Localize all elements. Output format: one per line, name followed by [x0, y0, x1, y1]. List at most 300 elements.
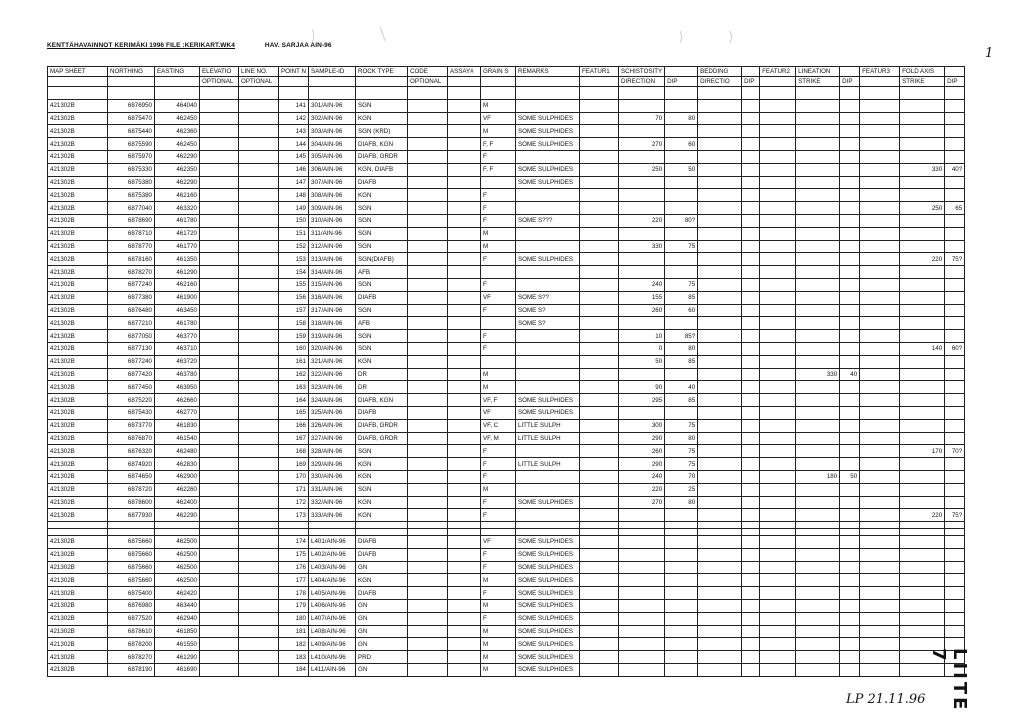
table-cell — [580, 445, 619, 458]
table-cell — [698, 125, 742, 138]
table-cell — [760, 355, 796, 368]
table-cell: 421302B — [48, 458, 108, 471]
table-cell: 462160 — [155, 189, 200, 202]
table-cell — [698, 536, 742, 549]
table-cell — [448, 214, 481, 227]
table-cell — [239, 368, 279, 381]
table-cell: SGN — [356, 342, 408, 355]
table-cell — [448, 87, 481, 100]
table-cell: REMARKS — [516, 67, 580, 77]
table-cell: 464040 — [155, 99, 200, 112]
table-cell — [698, 458, 742, 471]
table-cell: SOME SULPHIDES — [516, 536, 580, 549]
table-cell — [796, 574, 840, 587]
table-cell — [945, 240, 965, 253]
table-row — [48, 330, 965, 343]
table-cell — [239, 266, 279, 279]
table-cell — [108, 522, 155, 529]
table-row — [48, 561, 965, 574]
table-cell — [860, 638, 900, 651]
table-cell — [200, 240, 239, 253]
table-cell — [742, 112, 760, 125]
table-cell — [200, 176, 239, 189]
table-cell — [239, 112, 279, 125]
table-cell — [239, 304, 279, 317]
table-cell — [698, 202, 742, 215]
table-cell — [900, 419, 945, 432]
table-cell — [200, 394, 239, 407]
table-cell: SGN — [356, 483, 408, 496]
table-row — [48, 600, 965, 613]
table-cell — [580, 406, 619, 419]
table-cell — [408, 278, 448, 291]
table-cell: F — [481, 496, 516, 509]
table-cell — [742, 189, 760, 202]
table-cell — [580, 291, 619, 304]
table-cell — [796, 612, 840, 625]
table-cell: 310/AIN-96 — [309, 214, 356, 227]
table-cell — [580, 278, 619, 291]
table-cell — [860, 574, 900, 587]
table-cell — [200, 304, 239, 317]
table-cell — [698, 483, 742, 496]
table-cell: 295 — [619, 394, 665, 407]
table-cell — [698, 394, 742, 407]
table-cell — [356, 522, 408, 529]
table-cell: 462500 — [155, 561, 200, 574]
table-cell: 462830 — [155, 458, 200, 471]
table-cell — [200, 266, 239, 279]
table-cell — [860, 587, 900, 600]
table-cell — [619, 638, 665, 651]
table-cell: M — [481, 483, 516, 496]
table-cell — [239, 561, 279, 574]
table-cell: 6878770 — [108, 240, 155, 253]
table-cell — [580, 548, 619, 561]
table-cell: F — [481, 445, 516, 458]
table-cell: 178 — [279, 587, 309, 600]
table-cell: F — [481, 509, 516, 522]
table-cell — [796, 355, 840, 368]
table-cell — [900, 304, 945, 317]
table-cell — [516, 470, 580, 483]
table-cell — [408, 483, 448, 496]
table-cell — [448, 99, 481, 112]
table-cell: 421302B — [48, 304, 108, 317]
table-cell: 170 — [279, 470, 309, 483]
table-cell — [840, 355, 860, 368]
table-cell — [200, 587, 239, 600]
table-cell: 461540 — [155, 432, 200, 445]
table-cell — [239, 214, 279, 227]
table-cell: F — [481, 150, 516, 163]
table-cell — [945, 291, 965, 304]
table-cell — [900, 240, 945, 253]
table-cell: SOME S??? — [516, 214, 580, 227]
table-cell: SOME SULPHIDES — [516, 496, 580, 509]
table-row — [48, 612, 965, 625]
table-cell — [900, 574, 945, 587]
table-cell: 6877380 — [108, 291, 155, 304]
table-cell — [698, 509, 742, 522]
table-cell: 6875220 — [108, 394, 155, 407]
table-cell — [200, 214, 239, 227]
table-cell — [481, 176, 516, 189]
table-cell — [760, 368, 796, 381]
table-cell: 290 — [619, 432, 665, 445]
table-cell — [200, 278, 239, 291]
table-cell — [698, 227, 742, 240]
table-cell: 302/AIN-96 — [309, 112, 356, 125]
table-row — [48, 138, 965, 151]
table-cell — [900, 125, 945, 138]
table-cell — [796, 240, 840, 253]
table-cell: 60 — [665, 138, 698, 151]
table-cell: 317/AIN-96 — [309, 304, 356, 317]
table-cell — [200, 291, 239, 304]
table-cell — [481, 522, 516, 529]
table-cell — [580, 432, 619, 445]
table-cell: SOME SULPHIDES — [516, 664, 580, 677]
table-cell — [840, 496, 860, 509]
table-cell — [580, 227, 619, 240]
table-cell: 70 — [665, 470, 698, 483]
table-cell: F — [481, 253, 516, 266]
table-cell — [580, 458, 619, 471]
table-cell — [408, 150, 448, 163]
table-cell — [698, 253, 742, 266]
table-cell: 141 — [279, 99, 309, 112]
table-cell: 6876950 — [108, 99, 155, 112]
table-cell — [200, 227, 239, 240]
table-cell: 463710 — [155, 342, 200, 355]
table-cell: SOME SULPHIDES — [516, 600, 580, 613]
table-cell: 463720 — [155, 355, 200, 368]
table-cell: STRIKE — [900, 77, 945, 87]
table-cell — [900, 176, 945, 189]
table-cell: 313/AIN-96 — [309, 253, 356, 266]
table-cell — [742, 278, 760, 291]
table-cell — [200, 664, 239, 677]
table-cell: 6877520 — [108, 612, 155, 625]
table-cell: 6878190 — [108, 664, 155, 677]
table-cell — [742, 266, 760, 279]
table-cell — [200, 509, 239, 522]
table-cell — [742, 470, 760, 483]
table-cell — [698, 470, 742, 483]
table-cell — [408, 638, 448, 651]
table-cell: 421302B — [48, 189, 108, 202]
table-cell — [840, 214, 860, 227]
table-cell — [742, 240, 760, 253]
table-cell — [580, 240, 619, 253]
table-cell — [698, 99, 742, 112]
table-cell: 421302B — [48, 112, 108, 125]
table-cell: 6877130 — [108, 342, 155, 355]
table-cell — [516, 278, 580, 291]
table-cell — [481, 77, 516, 87]
table-cell — [619, 625, 665, 638]
table-cell — [900, 189, 945, 202]
table-cell — [860, 561, 900, 574]
table-cell — [200, 458, 239, 471]
table-cell: 330 — [796, 368, 840, 381]
table-cell: 326/AIN-96 — [309, 419, 356, 432]
table-cell: EASTING — [155, 67, 200, 77]
table-cell: L403/AIN-96 — [309, 561, 356, 574]
table-cell — [448, 138, 481, 151]
table-cell — [155, 87, 200, 100]
table-cell — [760, 138, 796, 151]
table-cell — [481, 87, 516, 100]
table-cell — [448, 112, 481, 125]
table-cell — [200, 651, 239, 664]
table-cell — [900, 150, 945, 163]
table-cell — [580, 638, 619, 651]
table-cell — [760, 99, 796, 112]
table-cell — [239, 99, 279, 112]
table-cell: SOME SULPHIDES — [516, 125, 580, 138]
table-cell: 65 — [945, 202, 965, 215]
table-cell: 333/AIN-96 — [309, 509, 356, 522]
table-cell — [698, 529, 742, 536]
table-cell: 421302B — [48, 587, 108, 600]
table-cell: 6875660 — [108, 536, 155, 549]
table-cell: GN — [356, 664, 408, 677]
table-cell — [840, 406, 860, 419]
table-cell: 421302B — [48, 574, 108, 587]
table-cell — [760, 87, 796, 100]
table-cell: 312/AIN-96 — [309, 240, 356, 253]
table-row — [48, 651, 965, 664]
table-cell: 421302B — [48, 291, 108, 304]
table-cell: DIAFB — [356, 587, 408, 600]
table-cell: 463780 — [155, 368, 200, 381]
table-cell: 330 — [900, 163, 945, 176]
table-cell — [481, 317, 516, 330]
table-cell: SCHISTOSITY — [619, 67, 665, 77]
table-cell — [516, 342, 580, 355]
table-cell — [796, 138, 840, 151]
table-cell — [698, 612, 742, 625]
table-cell — [580, 587, 619, 600]
table-cell — [665, 150, 698, 163]
table-row — [48, 470, 965, 483]
table-cell — [448, 291, 481, 304]
table-cell: KGN — [356, 470, 408, 483]
table-cell — [665, 67, 698, 77]
table-cell: 270 — [619, 496, 665, 509]
table-cell: 153 — [279, 253, 309, 266]
table-cell — [448, 304, 481, 317]
table-cell: 6875380 — [108, 189, 155, 202]
table-cell: 330 — [619, 240, 665, 253]
table-cell — [840, 163, 860, 176]
table-cell: L409/AIN-96 — [309, 638, 356, 651]
table-cell — [698, 406, 742, 419]
table-cell — [945, 189, 965, 202]
table-cell — [408, 317, 448, 330]
table-cell: L408/AIN-96 — [309, 625, 356, 638]
table-cell — [619, 529, 665, 536]
table-cell — [408, 536, 448, 549]
table-cell: FEATUR1 — [580, 67, 619, 77]
table-cell — [239, 381, 279, 394]
table-cell — [860, 125, 900, 138]
table-cell — [408, 522, 448, 529]
table-row — [48, 291, 965, 304]
table-cell: L401/AIN-96 — [309, 536, 356, 549]
table-cell — [760, 202, 796, 215]
table-cell — [580, 342, 619, 355]
table-row — [48, 394, 965, 407]
table-cell — [665, 266, 698, 279]
table-cell: SOME SULPHIDES — [516, 406, 580, 419]
table-cell: 75 — [665, 458, 698, 471]
table-cell: GN — [356, 625, 408, 638]
table-cell — [840, 419, 860, 432]
table-cell — [580, 470, 619, 483]
table-row — [48, 266, 965, 279]
table-cell — [239, 138, 279, 151]
table-cell — [860, 240, 900, 253]
table-cell — [619, 99, 665, 112]
table-cell — [840, 253, 860, 266]
table-cell — [580, 163, 619, 176]
table-cell: 6874650 — [108, 470, 155, 483]
table-cell — [48, 87, 108, 100]
table-cell: 75 — [665, 445, 698, 458]
table-cell — [742, 432, 760, 445]
table-cell — [516, 266, 580, 279]
table-cell — [860, 432, 900, 445]
table-cell — [580, 355, 619, 368]
table-cell — [742, 574, 760, 587]
table-cell — [760, 483, 796, 496]
table-cell — [742, 394, 760, 407]
table-cell: GRAIN S — [481, 67, 516, 77]
table-cell: 156 — [279, 291, 309, 304]
table-cell — [239, 291, 279, 304]
table-cell — [840, 651, 860, 664]
table-cell — [760, 600, 796, 613]
table-cell: 463770 — [155, 330, 200, 343]
table-cell — [760, 406, 796, 419]
table-cell: OPTIONAL — [200, 77, 239, 87]
page-number: 1 — [985, 46, 994, 61]
table-cell — [200, 138, 239, 151]
table-cell — [309, 522, 356, 529]
table-cell — [200, 99, 239, 112]
table-cell — [945, 330, 965, 343]
table-cell: GN — [356, 600, 408, 613]
table-cell: DIRECTION — [619, 77, 665, 87]
table-cell — [239, 529, 279, 536]
table-cell — [742, 587, 760, 600]
table-cell — [742, 458, 760, 471]
table-cell — [665, 574, 698, 587]
table-cell — [580, 150, 619, 163]
table-cell — [239, 638, 279, 651]
table-cell — [945, 394, 965, 407]
table-cell — [239, 419, 279, 432]
table-cell — [200, 317, 239, 330]
table-cell — [760, 266, 796, 279]
table-cell — [760, 612, 796, 625]
table-cell — [742, 651, 760, 664]
table-cell — [239, 355, 279, 368]
table-cell — [742, 304, 760, 317]
table-cell — [760, 240, 796, 253]
table-cell — [665, 406, 698, 419]
table-cell: 6878720 — [108, 483, 155, 496]
table-cell — [239, 651, 279, 664]
table-cell: 462660 — [155, 394, 200, 407]
table-cell — [580, 202, 619, 215]
table-cell — [860, 266, 900, 279]
table-cell: 462770 — [155, 406, 200, 419]
table-cell: 421302B — [48, 163, 108, 176]
table-cell — [239, 458, 279, 471]
table-cell — [408, 253, 448, 266]
table-cell — [200, 125, 239, 138]
table-cell — [796, 330, 840, 343]
table-cell — [945, 587, 965, 600]
table-row — [48, 638, 965, 651]
table-cell — [448, 587, 481, 600]
table-cell — [408, 432, 448, 445]
table-cell — [279, 522, 309, 529]
table-cell — [580, 368, 619, 381]
table-cell — [665, 176, 698, 189]
table-cell — [619, 561, 665, 574]
table-cell: 158 — [279, 317, 309, 330]
table-cell: 184 — [279, 664, 309, 677]
table-cell: FEATUR3 — [860, 67, 900, 77]
table-cell — [698, 587, 742, 600]
table-cell: 6877050 — [108, 330, 155, 343]
table-cell: 85 — [665, 355, 698, 368]
table-cell — [760, 509, 796, 522]
table-cell — [742, 150, 760, 163]
table-cell — [448, 600, 481, 613]
table-cell — [840, 522, 860, 529]
table-cell — [760, 253, 796, 266]
table-cell — [698, 342, 742, 355]
table-cell — [760, 458, 796, 471]
table-cell — [945, 612, 965, 625]
table-cell: 250 — [619, 163, 665, 176]
table-cell: ELEVATIO — [200, 67, 239, 77]
table-cell — [239, 240, 279, 253]
table-cell: DIAFB, KGN — [356, 138, 408, 151]
table-cell — [900, 99, 945, 112]
table-cell — [760, 419, 796, 432]
blank-row — [48, 87, 965, 100]
table-cell — [665, 587, 698, 600]
table-cell: 421302B — [48, 368, 108, 381]
table-cell: 6876480 — [108, 304, 155, 317]
table-cell: ROCK TYPE — [356, 67, 408, 77]
table-cell — [840, 99, 860, 112]
table-cell — [742, 291, 760, 304]
table-cell — [408, 330, 448, 343]
table-cell — [200, 625, 239, 638]
table-cell — [840, 432, 860, 445]
table-cell — [860, 548, 900, 561]
table-cell — [580, 87, 619, 100]
table-cell: SOME S?? — [516, 291, 580, 304]
